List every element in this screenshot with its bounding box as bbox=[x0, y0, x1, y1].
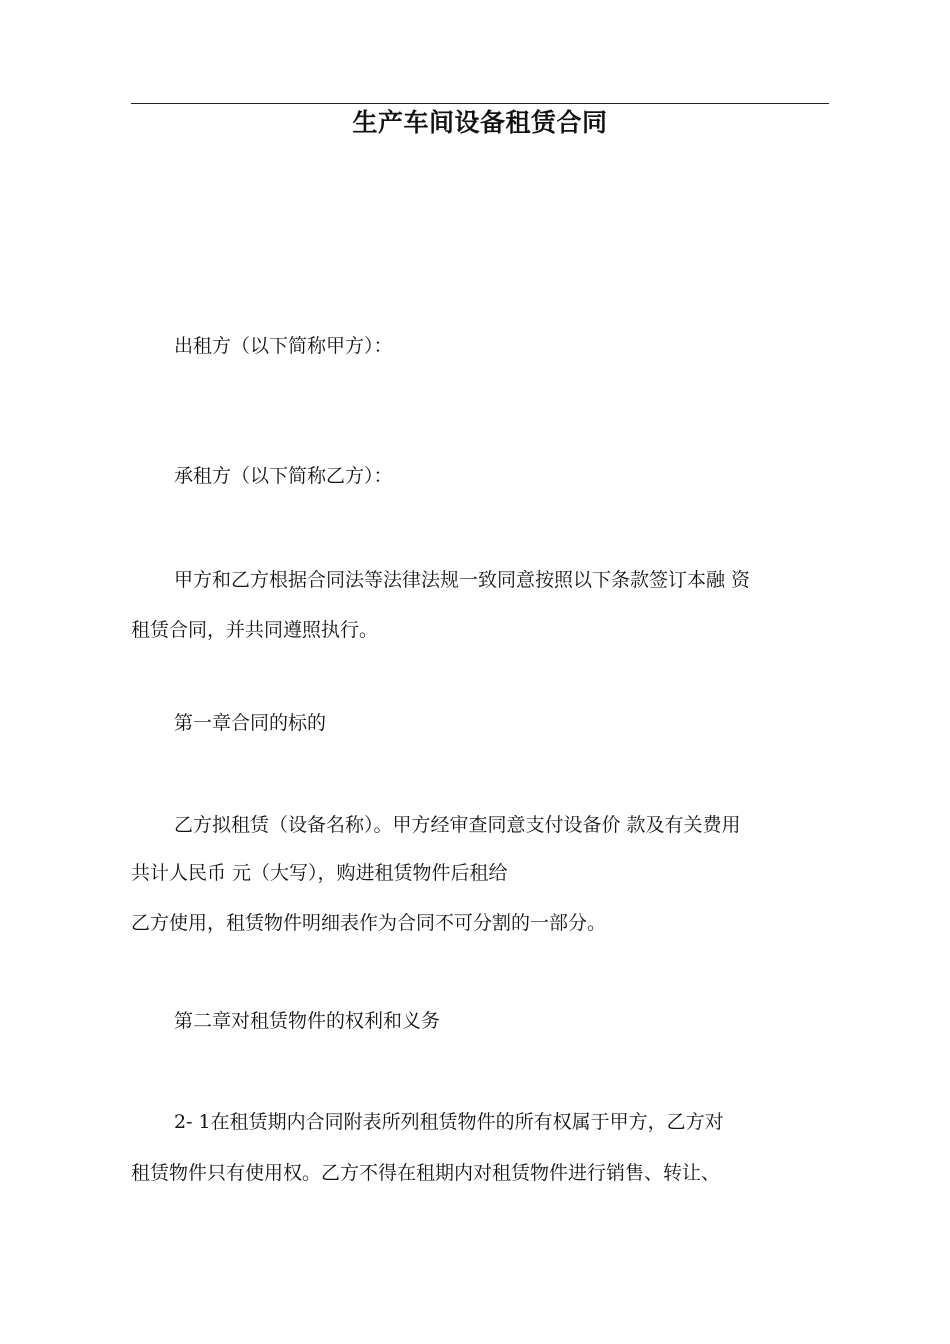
intro-line-2: 租赁合同，并共同遵照执行。 bbox=[131, 619, 379, 641]
chapter1-line-2: 共计人民币 元（大写），购进租赁物件后租给 bbox=[131, 862, 508, 884]
chapter1-line-3: 乙方使用，租赁物件明细表作为合同不可分割的一部分。 bbox=[131, 912, 607, 934]
document-title: 生产车间设备租赁合同 bbox=[352, 108, 608, 137]
lessee-label: 承租方（以下简称乙方）： bbox=[174, 465, 393, 487]
clause-2-1-line-2: 租赁物件只有使用权。乙方不得在租期内对租赁物件进行销售、转让、 bbox=[131, 1162, 721, 1184]
chapter1-line-1: 乙方拟租赁（设备名称）。甲方经审查同意支付设备价 款及有关费用 bbox=[174, 814, 741, 836]
intro-line-1: 甲方和乙方根据合同法等法律法规一致同意按照以下条款签订本融 资 bbox=[174, 569, 751, 591]
lessor-label: 出租方（以下简称甲方）： bbox=[174, 335, 393, 357]
chapter1-heading: 第一章合同的标的 bbox=[174, 712, 327, 734]
clause-2-1-line-1: 2- 1在租赁期内合同附表所列租赁物件的所有权属于甲方，乙方对 bbox=[174, 1111, 724, 1133]
chapter2-heading: 第二章对租赁物件的权利和义务 bbox=[174, 1010, 441, 1032]
